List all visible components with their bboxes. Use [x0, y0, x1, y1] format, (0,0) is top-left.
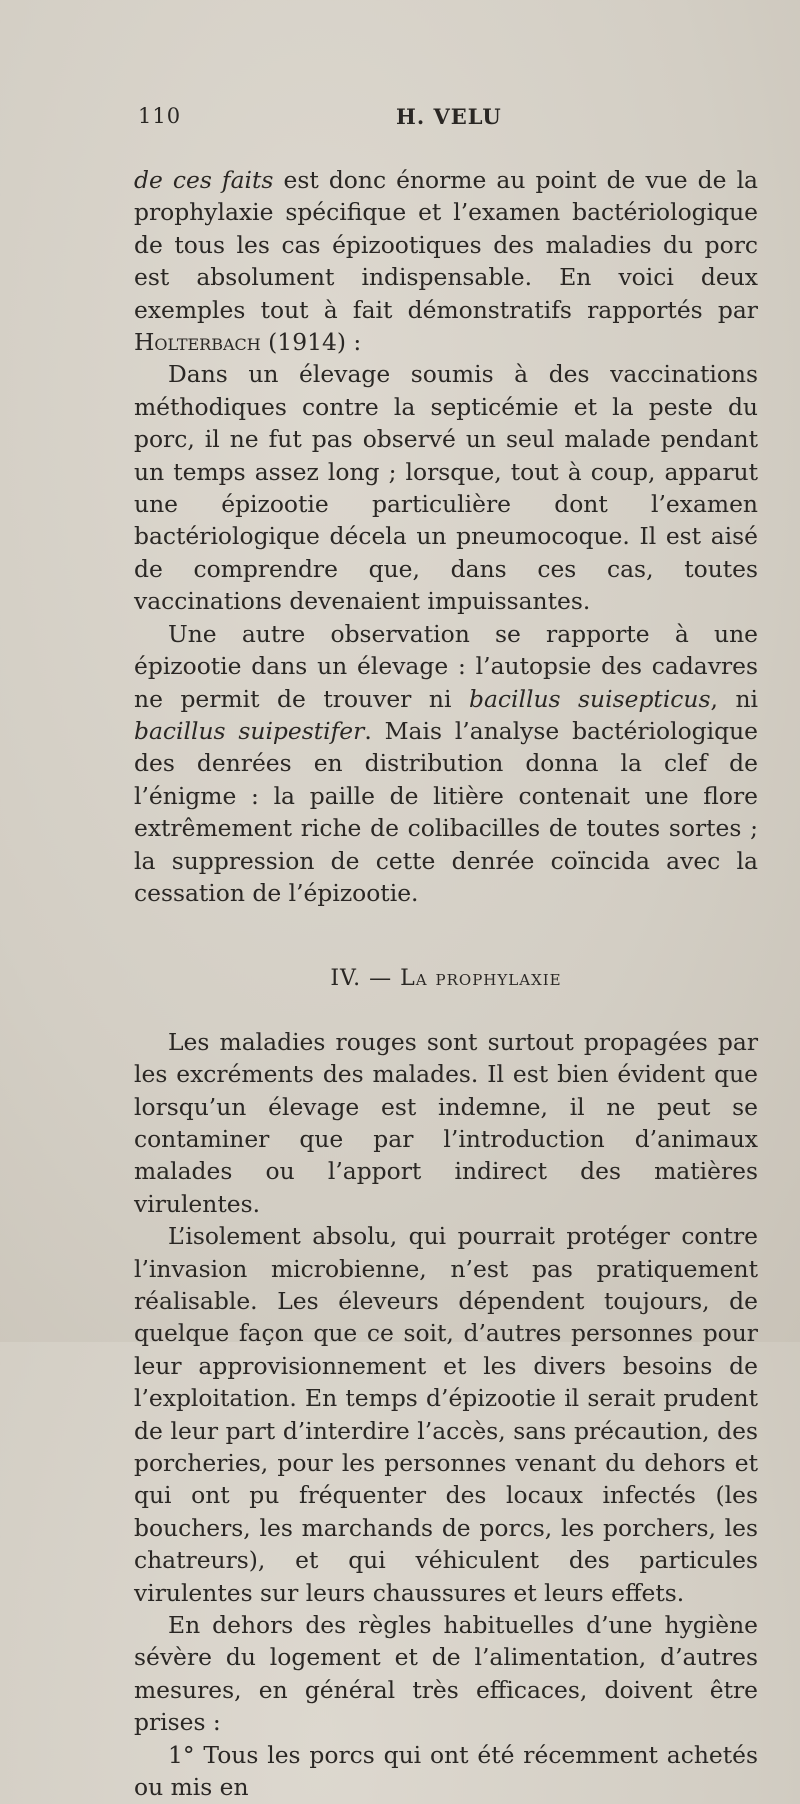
text-block-intro	[134, 164, 758, 909]
paragraph	[134, 1609, 758, 1739]
text-run: L’isolement absolu, qui pourrait protéger contre l’invasion microbienne, n’est pas pratiquement réalisable. Les éleveurs dépendent toujours, de quelque façon que ce soit, d’autres personnes pour leur approvisionnement et les divers besoins de l’exploitation. En temps d’épizootie il serait prudent de leur part d’interdire l’accès, sans précaution, des porcheries, pour les personnes venant du dehors et qui ont pu fréquenter des locaux infectés (les bouchers, les marchands de porcs, les porchers, les chatreurs), et qui véhiculent des particules virulentes sur leurs chaussures et leurs effets.	[134, 1222, 758, 1607]
paragraph	[134, 1220, 758, 1609]
paragraph	[134, 618, 758, 910]
text-run: bacillus suipestifer	[134, 716, 365, 745]
running-author: H. VELU	[396, 104, 502, 129]
page-body	[134, 164, 758, 1804]
paragraph	[134, 1026, 758, 1220]
text-run: de ces faits	[134, 166, 274, 194]
paragraph	[134, 358, 758, 617]
text-run: , ni	[710, 684, 759, 713]
text-run: (1914) :	[260, 328, 362, 357]
text-run: Holterbach	[134, 328, 261, 357]
page-number: 110	[138, 104, 182, 128]
section-heading	[134, 963, 758, 995]
paragraph	[134, 164, 758, 358]
text-run: Dans un élevage soumis à des vaccinations méthodiques contre la septicémie et la peste du porc, il ne fut pas observé un seul malade pendant un temps assez long ; lorsque, tout à coup, apparut une épizootie particulière dont l’examen bactériologique décela un pneumocoque. Il est aisé de comprendre que, dans ces cas, toutes vaccinations devenaient impuissantes.	[134, 360, 758, 616]
text-run: bacillus suisepticus	[468, 684, 711, 713]
text-run: est donc énorme au point de vue de la prophylaxie spécifique et l’examen bactériologique de tous les cas épizootiques des maladies du porc est absolument indispensable. En voici deux exemples tout à fait démonstratifs rapportés par	[134, 166, 758, 324]
section-title: La prophylaxie	[400, 966, 562, 992]
text-run: En dehors des règles habituelles d’une hygiène sévère du logement et de l’alimentation, d’autres mesures, en général très efficaces, doivent être prises :	[134, 1611, 758, 1737]
text-block-prophylaxie	[134, 1026, 758, 1804]
text-run: 1° Tous les porcs qui ont été récemment achetés ou mis en	[134, 1740, 758, 1802]
text-run: Les maladies rouges sont surtout propagées par les excréments des malades. Il est bien évident que lorsqu’un élevage est indemne, il ne peut se contaminer que par l’introduction d’animaux malades ou l’apport indirect des matières virulentes.	[134, 1027, 758, 1218]
paragraph	[134, 1739, 758, 1804]
text-run: Une autre observation se rapporte à une épizootie dans un élevage : l’autopsie des cadavres ne permit de trouver ni	[134, 619, 758, 713]
section-numeral: IV. —	[330, 966, 401, 992]
text-run: . Mais l’analyse bactériologique des denrées en distribution donna la clef de l’énigme : la paille de litière contenait une flore extrêmement riche de colibacilles de toutes sortes ; la suppression de cette denrée coïncida avec la cessation de l’épizootie.	[134, 716, 758, 907]
